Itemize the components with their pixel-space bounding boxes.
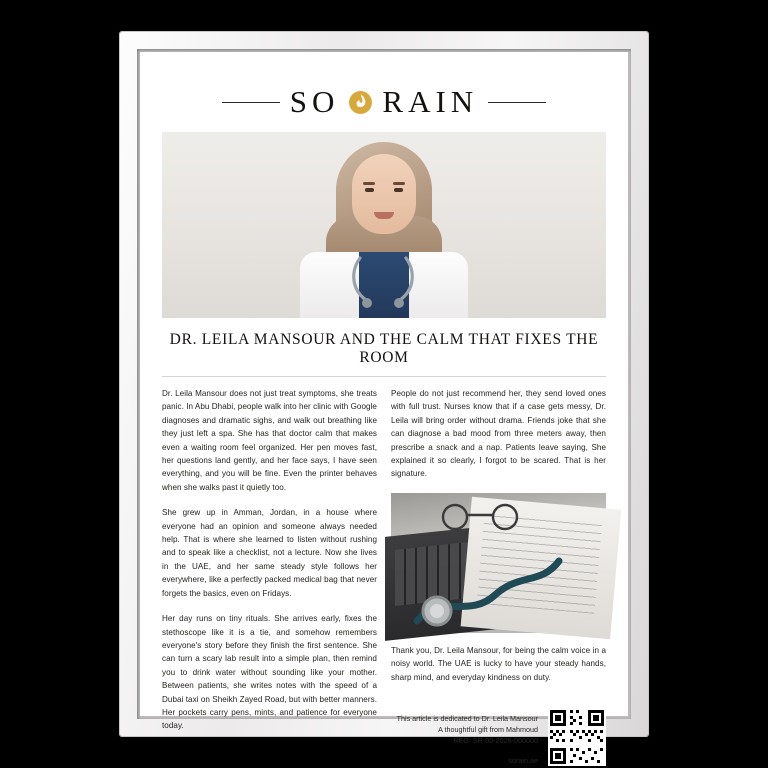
picture-frame (120, 32, 648, 766)
right-column (391, 387, 606, 766)
credits-block (391, 696, 606, 766)
eyebrow-right (393, 182, 405, 185)
credit-text (391, 713, 538, 766)
masthead-rule-right (488, 102, 546, 103)
left-column (162, 387, 377, 766)
paragraph: Dr. Leila Mansour does not just treat symptoms, she treats panic. In Abu Dhabi, people walk into her clinic with Google diagnoses and dramatic sighs, and walk out breathing like they just left a spa. She has that doctor calm that makes even a waiting room feel organized. Her pen moves fast, her questions land gently, and her face says, I have seen everything, and you will be fine. Even the printer behaves when she walks past it quietly too. (162, 389, 377, 492)
brand-name-left: SO (289, 84, 340, 119)
masthead (162, 68, 606, 132)
brand-logo (290, 84, 478, 120)
eyebrow-left (363, 182, 375, 185)
credit-line-dedication: This article is dedicated to Dr. Leila Mansour (396, 714, 538, 724)
brand-name-right: RAIN (382, 84, 479, 119)
stethoscope-notebook-photo (391, 493, 606, 633)
credit-line-gift: A thoughtful gift from Mahmoud (438, 725, 538, 735)
article-columns (162, 377, 606, 766)
stethoscope-icon (409, 533, 579, 629)
qr-code-icon[interactable] (548, 708, 606, 766)
face-shape (352, 154, 416, 234)
eye-left (365, 188, 374, 192)
doctor-portrait-photo (299, 138, 469, 318)
eye-right (394, 188, 403, 192)
website-label: sorain.ae (508, 756, 538, 766)
masthead-rule-left (222, 102, 280, 103)
flame-swirl-icon (348, 90, 373, 115)
paragraph: People do not just recommend her, they send loved ones with full trust. Nurses know that if a case gets messy, Dr. Leila will bring order without drama. Friends joke that she can diagnose a bad mood from three meters away, then prescribe a snack and a nap. Patients leave saying, She explained it so clearly, I forgot to be scared. That is her signature. (391, 389, 606, 479)
poster-page (140, 52, 628, 766)
paragraph: She grew up in Amman, Jordan, in a house where everyone had an opinion and someone always needed help. That is where she learned to listen without rushing and to speak like a checklist, not a lecture. Now she lives in the UAE, and her same steady style follows her everywhere, like a perfectly packed medical bag that never forgets the basics, even on Fridays. (162, 508, 377, 598)
credit-line-registration: REG: SR-00-2026-000000 (453, 736, 538, 746)
page-title: DR. LEILA MANSOUR AND THE CALM THAT FIXES THE ROOM (162, 318, 606, 377)
paragraph: Thank you, Dr. Leila Mansour, for being the calm voice in a noisy world. The UAE is lucky to have your steady hands, sharp mind, and everyday kindness on duty. (391, 645, 606, 682)
paragraph: Her day runs on tiny rituals. She arrives early, fixes the stethoscope like it is a tie, and somehow remembers everyone's story before they finish the first sentence. She can turn a scary lab result into a simple plan, then remind you to drink water without sounding like your mother. Between patients, she writes notes with the speed of a Dubai taxi on Sheikh Zayed Road, but with better manners. Her pockets carry pens, mints, and patience for everyone today. (162, 614, 377, 731)
hero-photo (162, 132, 606, 318)
stethoscope-icon (336, 256, 432, 316)
smile-shape (374, 212, 394, 219)
eyeglasses-icon (435, 501, 527, 531)
